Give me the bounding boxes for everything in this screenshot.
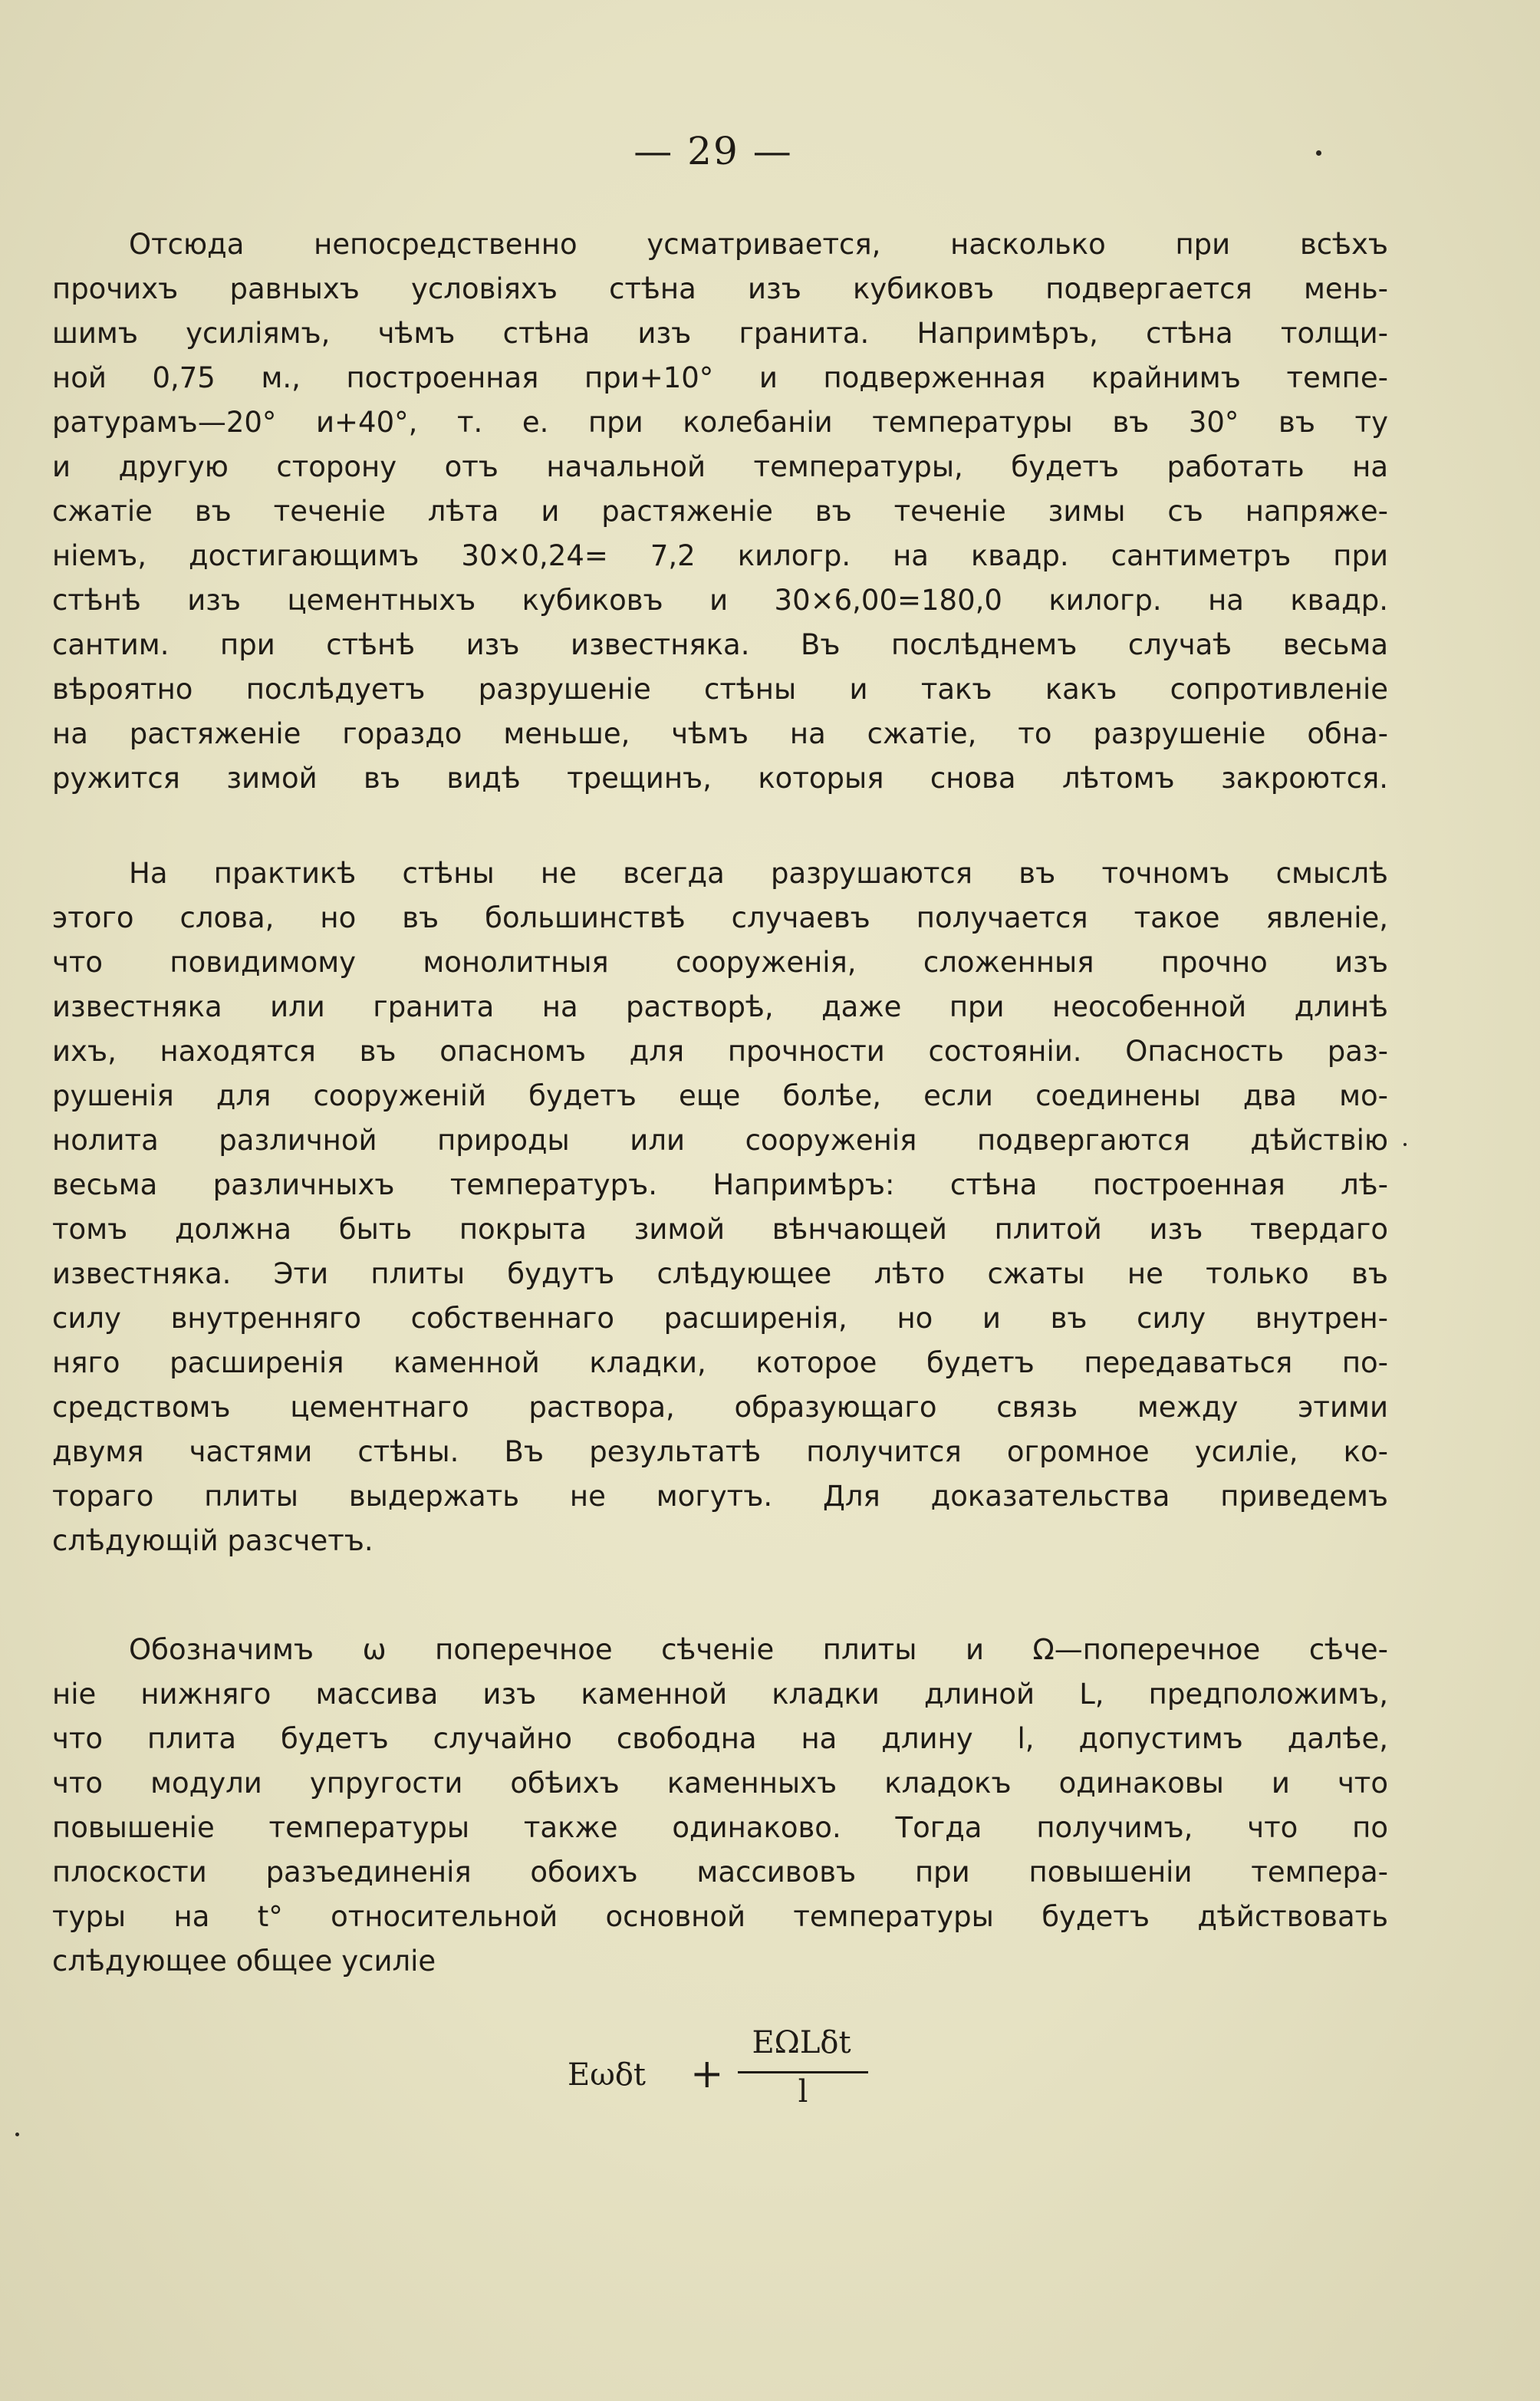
ink-speck <box>1403 1143 1407 1146</box>
formula-numerator: EΩLδt <box>752 2025 851 2060</box>
paragraph-2 <box>52 851 1388 1563</box>
paragraph-1-line: шимъ усиліямъ, чѣмъ стѣна изъ гранита. Напримѣръ, стѣна толщи- <box>52 317 1388 350</box>
paragraph-3-line: ніе нижняго массива изъ каменной кладки длиной L, предположимъ, <box>52 1678 1388 1711</box>
paragraph-2-line: силу внутренняго собственнаго расширенія, но и въ силу внутрен- <box>52 1302 1388 1335</box>
paragraph-2-line: тораго плиты выдержать не могутъ. Для доказательства приведемъ <box>52 1480 1388 1513</box>
paragraph-3 <box>52 1628 1388 1984</box>
paragraph-2-line: известняка или гранита на растворѣ, даже при неособенной длинѣ <box>52 990 1388 1023</box>
paragraph-3-line: слѣдующее общее усиліе <box>52 1945 436 1978</box>
ink-speck <box>1316 150 1321 156</box>
paragraph-2-line: известняка. Эти плиты будутъ слѣдующее лѣто сжаты не только въ <box>52 1257 1388 1290</box>
formula-denominator: l <box>798 2074 808 2110</box>
paragraph-1-line: ратурамъ—20° и+40°, т. е. при колебаніи температуры въ 30° въ ту <box>52 406 1388 439</box>
paragraph-2-line: томъ должна быть покрыта зимой вѣнчающей плитой изъ твердаго <box>52 1213 1388 1246</box>
paragraph-3-line: туры на t° относительной основной температуры будетъ дѣйствовать <box>52 1900 1388 1933</box>
paragraph-1-line: сжатіе въ теченіе лѣта и растяженіе въ теченіе зимы съ напряже- <box>52 495 1388 528</box>
paragraph-1-line: прочихъ равныхъ условіяхъ стѣна изъ кубиковъ подвергается мень- <box>52 272 1388 305</box>
paragraph-2-line: На практикѣ стѣны не всегда разрушаются въ точномъ смыслѣ <box>129 857 1388 890</box>
paragraph-1-line: ной 0,75 м., построенная при+10° и подверженная крайнимъ темпе- <box>52 361 1388 394</box>
paragraph-3-line: плоскости разъединенія обоихъ массивовъ при повышеніи темпера- <box>52 1856 1388 1889</box>
paragraph-2-line: средствомъ цементнаго раствора, образующаго связь между этими <box>52 1391 1388 1424</box>
paragraph-2-line: двумя частями стѣны. Въ результатѣ получится огромное усиліе, ко- <box>52 1435 1388 1468</box>
paragraph-1-line: Отсюда непосредственно усматривается, насколько при всѣхъ <box>129 228 1388 261</box>
paragraph-2-line: няго расширенія каменной кладки, которое будетъ передаваться по- <box>52 1346 1388 1379</box>
fraction-bar <box>738 2071 868 2073</box>
paragraph-2-line: этого слова, но въ большинствѣ случаевъ получается такое явленіе, <box>52 901 1388 934</box>
formula-lhs: Eωδt <box>568 2057 646 2093</box>
paragraph-1-line: и другую сторону отъ начальной температуры, будетъ работать на <box>52 450 1388 483</box>
force-formula <box>568 2025 890 2117</box>
paragraph-3-line: Обозначимъ ω поперечное сѣченіе плиты и Ω—поперечное сѣче- <box>129 1633 1388 1666</box>
paragraph-2-line: ихъ, находятся въ опасномъ для прочности состояніи. Опасность раз- <box>52 1035 1388 1068</box>
paragraph-2-line: слѣдующій разсчетъ. <box>52 1524 373 1557</box>
paragraph-1-line: сантим. при стѣнѣ изъ известняка. Въ послѣднемъ случаѣ весьма <box>52 628 1388 661</box>
paragraph-2-line: что повидимому монолитныя сооруженія, сложенныя прочно изъ <box>52 946 1388 979</box>
formula-plus: + <box>690 2051 724 2097</box>
paragraph-2-line: весьма различныхъ температуръ. Напримѣръ: стѣна построенная лѣ- <box>52 1168 1388 1201</box>
paragraph-1-line: на растяженіе гораздо меньше, чѣмъ на сжатіе, то разрушеніе обна- <box>52 717 1388 750</box>
paragraph-3-line: что модули упругости обѣихъ каменныхъ кладокъ одинаковы и что <box>52 1767 1388 1800</box>
paragraph-1 <box>52 222 1388 801</box>
paragraph-3-line: что плита будетъ случайно свободна на длину l, допустимъ далѣе, <box>52 1722 1388 1755</box>
paragraph-2-line: нолита различной природы или сооруженія подвергаются дѣйствію <box>52 1124 1388 1157</box>
paragraph-3-line: повышеніе температуры также одинаково. Тогда получимъ, что по <box>52 1811 1388 1844</box>
paragraph-1-line: стѣнѣ изъ цементныхъ кубиковъ и 30×6,00=180,0 килогр. на квадр. <box>52 584 1388 617</box>
paragraph-1-line: ніемъ, достигающимъ 30×0,24= 7,2 килогр. на квадр. сантиметръ при <box>52 539 1388 572</box>
page-number: — 29 — <box>633 129 793 173</box>
paragraph-1-line: вѣроятно послѣдуетъ разрушеніе стѣны и такъ какъ сопротивленіе <box>52 673 1388 706</box>
paragraph-2-line: рушенія для сооруженій будетъ еще болѣе, если соединены два мо- <box>52 1079 1388 1112</box>
ink-speck <box>15 2133 19 2136</box>
paragraph-1-line: ружится зимой въ видѣ трещинъ, которыя снова лѣтомъ закроются. <box>52 762 1388 795</box>
